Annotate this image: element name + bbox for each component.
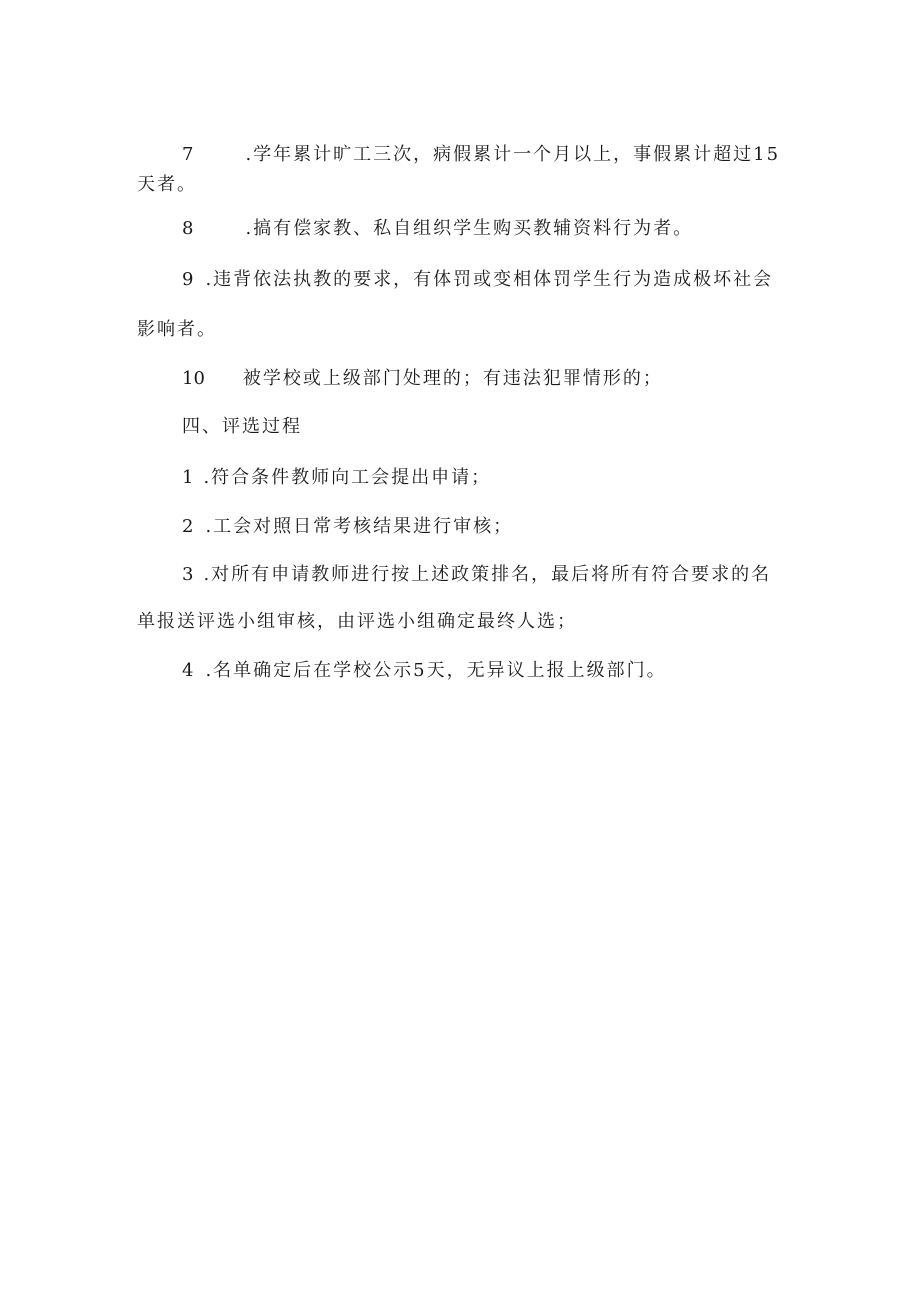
step-text: 单报送评选小组审核，由评选小组确定最终人选； xyxy=(137,611,577,632)
step-number: 3 xyxy=(182,564,194,585)
item-number: 9 xyxy=(182,269,194,290)
step-number: 2 xyxy=(182,516,194,537)
step-1 xyxy=(182,466,491,490)
step-2 xyxy=(182,515,513,539)
list-item-9-continuation xyxy=(137,318,217,342)
step-3 xyxy=(182,563,771,587)
list-item-10 xyxy=(182,367,663,391)
step-text: .工会对照日常考核结果进行审核； xyxy=(205,516,514,537)
item-text: .搞有偿家教、私自组织学生购买教辅资料行为者。 xyxy=(245,218,694,239)
item-text: 影响者。 xyxy=(137,319,217,340)
step-text: .符合条件教师向工会提出申请； xyxy=(203,467,492,488)
section-heading xyxy=(182,415,302,439)
list-item-7-continuation xyxy=(137,173,197,197)
item-number: 8 xyxy=(182,218,194,239)
item-number: 10 xyxy=(182,368,205,389)
list-item-8 xyxy=(182,217,693,241)
item-number: 7 xyxy=(182,144,194,165)
step-number: 1 xyxy=(182,467,194,488)
item-text: 被学校或上级部门处理的；有违法犯罪情形的； xyxy=(242,368,663,389)
list-item-9 xyxy=(182,268,773,292)
step-text: .名单确定后在学校公示5天，无异议上报上级部门。 xyxy=(205,660,667,681)
step-4 xyxy=(182,659,667,683)
item-text: .学年累计旷工三次，病假累计一个月以上，事假累计超过15 xyxy=(245,144,781,165)
item-text: 天者。 xyxy=(137,174,197,195)
list-item-7 xyxy=(182,143,780,167)
section-heading-text: 四、评选过程 xyxy=(182,416,302,437)
item-text: .违背依法执教的要求，有体罚或变相体罚学生行为造成极坏社会 xyxy=(205,269,774,290)
step-number: 4 xyxy=(182,660,194,681)
step-text: .对所有申请教师进行按上述政策排名，最后将所有符合要求的名 xyxy=(203,564,772,585)
step-3-continuation xyxy=(137,610,577,634)
